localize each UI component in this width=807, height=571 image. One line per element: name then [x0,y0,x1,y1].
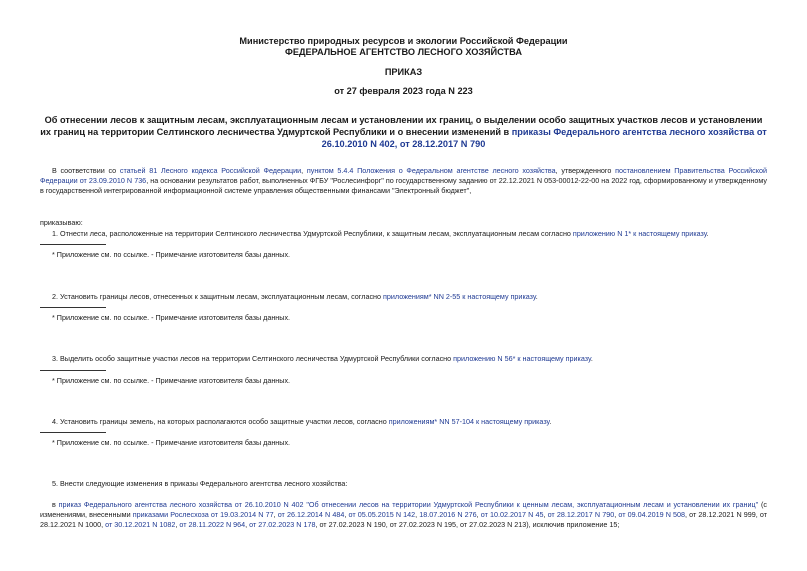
preamble-text: В соответствии со [52,166,120,175]
amend-link[interactable]: от 09.04.2019 N 508 [618,510,686,519]
item-end: . [549,417,552,426]
footnote-divider [40,432,106,433]
amend-text: , [245,520,250,529]
item-text: 2. Установить границы лесов, отнесенных к защитным лесам, эксплуатационным лесам, согласно [52,292,384,301]
item-3-link[interactable]: приложению N 56* к настоящему приказу [453,354,591,363]
amend-link[interactable]: от 27.02.2023 N 178 [249,520,316,529]
amend-text: , от 27.02.2023 N 190, от 27.02.2023 N 195, от 27.02.2023 N 213), исключив приложение 15; [315,520,620,529]
amend-link-order-402[interactable]: приказ Федерального агентства лесного хозяйства от 26.10.2010 N 402 "Об отнесении лесов на территории Удмуртской Республики к ценным лесам, эксплуатационным лесам и установлении их границ" [58,500,759,509]
footnote-1: * Приложение см. по ссылке. - Примечание изготовителя базы данных. [52,250,291,259]
preamble-link-article-81[interactable]: статьей 81 Лесного кодекса Российской Федерации [119,166,302,175]
footnote-2: * Приложение см. по ссылке. - Примечание изготовителя базы данных. [52,313,291,322]
document-title [40,114,767,150]
preamble-text: , на основании результатов работ, выполненных ФГБУ "Рослесинфорг" по государственному заданию от 22.12.2021 N 053-00012-22-00 на 2022 год, сформированному и утвержденному в государственной интегрированной информационной системе управления общественными финансами "Электронный бюджет", [40,176,767,195]
order-item-4 [40,417,767,427]
ministry-name: Министерство природных ресурсов и экологии Российской Федерации [239,36,568,46]
amend-link[interactable]: от 05.05.2015 N 142 [348,510,416,519]
title-text: Об отнесении лесов к защитным лесам, эксплуатационным лесам и установлении их границ, о выделении особо защитных участков лесов и установлении их границ на территории Селтинского лесничества Удмуртской Республики и о внесении изменений в [40,115,763,137]
preamble [40,166,767,196]
item-1-link[interactable]: приложению N 1* к настоящему приказу [572,229,707,238]
item-2-link[interactable]: приложениям* NN 2-55 к настоящему приказу [383,292,536,301]
item-end: . [535,292,538,301]
amend-link[interactable]: приказами Рослесхоза от 19.03.2014 N 77 [132,510,274,519]
amend-link[interactable]: 18.07.2016 N 276 [419,510,477,519]
amend-link[interactable]: от 28.12.2017 N 790 [547,510,615,519]
item-text: 1. Отнести леса, расположенные на территории Селтинского лесничества Удмуртской Республики, к защитным лесам, эксплуатационным лесам согласно [52,229,573,238]
order-item-2 [40,292,767,302]
order-item-5: 5. Внести следующие изменения в приказы Федерального агентства лесного хозяйства: [52,479,348,488]
amend-text: , [415,510,420,519]
preamble-link-resolution[interactable]: постановлением Правительства Российской Федерации от 23.09.2010 N 736 [40,166,768,185]
preamble-link-regulation[interactable]: пунктом 5.4.4 Положения о Федеральном агентстве лесного хозяйства [306,166,556,175]
footnote-divider [40,307,106,308]
footnote-divider [40,370,106,371]
amend-text: , [273,510,278,519]
amend-text: , от 28.12.2021 N 999, от 28.12.2021 N 1000, [40,510,768,529]
amend-text: , [543,510,548,519]
amend-text: , [175,520,180,529]
preamble-text: , [301,166,307,175]
document-type: ПРИКАЗ [384,67,423,77]
amend-text: (с изменениями, внесенными [40,500,767,519]
agency-name: ФЕДЕРАЛЬНОЕ АГЕНТСТВО ЛЕСНОГО ХОЗЯЙСТВА [285,47,522,57]
item-text: 4. Установить границы земель, на которых располагаются особо защитные участки лесов, согласно [52,417,389,426]
title-link[interactable]: приказы Федерального агентства лесного хозяйства от 26.10.2010 N 402, от 28.12.2017 N 790 [321,127,767,149]
amend-text: в [52,500,59,509]
amend-text: , [344,510,349,519]
preamble-text: , утвержденного [555,166,616,175]
amend-text: , [614,510,619,519]
item-text: 3. Выделить особо защитные участки лесов на территории Селтинского лесничества Удмуртской Республики согласно [52,354,454,363]
order-word: приказываю: [40,218,83,227]
amend-link[interactable]: от 28.11.2022 N 964 [179,520,246,529]
document-date-number: от 27 февраля 2023 года N 223 [334,86,473,96]
item-4-link[interactable]: приложениям* NN 57-104 к настоящему приказу [388,417,550,426]
item-end: . [590,354,593,363]
amendment-paragraph [40,500,767,530]
amend-text: , [476,510,481,519]
order-item-3 [40,354,767,364]
order-item-1 [40,229,767,239]
footnote-4: * Приложение см. по ссылке. - Примечание изготовителя базы данных. [52,438,291,447]
amend-link[interactable]: от 26.12.2014 N 484 [277,510,345,519]
item-end: . [706,229,709,238]
footnote-divider [40,244,106,245]
amend-link[interactable]: от 30.12.2021 N 1082 [105,520,176,529]
footnote-3: * Приложение см. по ссылке. - Примечание изготовителя базы данных. [52,376,291,385]
amend-link[interactable]: от 10.02.2017 N 45 [480,510,544,519]
